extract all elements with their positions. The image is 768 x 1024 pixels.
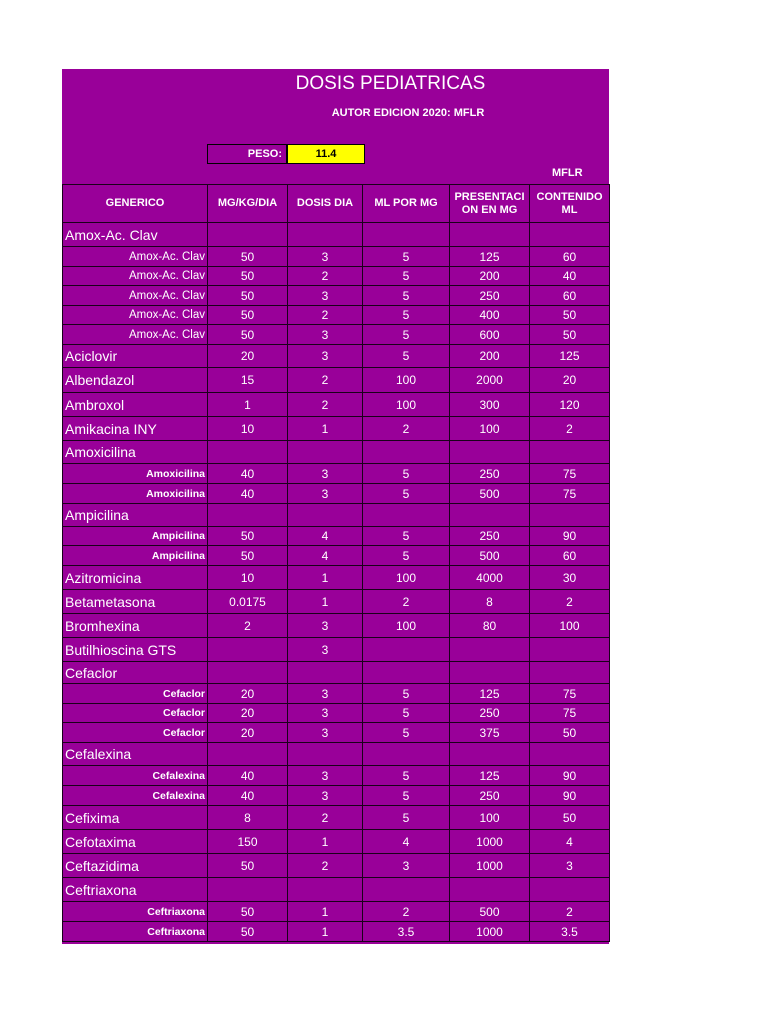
table-row (63, 345, 610, 368)
generic-name-cell[interactable]: Ambroxol (63, 393, 208, 417)
table-row (63, 393, 610, 417)
table-row (63, 267, 610, 286)
generic-name-cell[interactable]: Ceftazidima (63, 854, 208, 878)
generic-name-cell[interactable]: Cefaclor (63, 662, 208, 684)
ml-cell[interactable]: 2 (363, 902, 450, 922)
generic-name-cell[interactable]: Bromhexina (63, 614, 208, 638)
table-row (63, 766, 610, 786)
col-contenido: CONTENIDO ML (530, 185, 610, 223)
presentacion-cell[interactable]: 100 (450, 417, 530, 441)
table-body (63, 223, 610, 942)
presentacion-cell[interactable]: 8 (450, 590, 530, 614)
mgkg-cell[interactable]: 10 (208, 566, 288, 590)
ml-cell[interactable] (363, 441, 450, 464)
generic-name-cell[interactable]: Ceftriaxona (63, 922, 208, 942)
mgkg-cell[interactable]: 15 (208, 368, 288, 393)
generic-name-cell[interactable]: Amox-Ac. Clav (63, 267, 208, 286)
table-row (63, 878, 610, 902)
presentacion-cell[interactable]: 100 (450, 806, 530, 830)
table-row (63, 306, 610, 325)
contenido-cell[interactable]: 125 (530, 345, 610, 368)
dosis-cell[interactable]: 3 (288, 614, 363, 638)
dosis-cell[interactable]: 1 (288, 590, 363, 614)
table-row (63, 684, 610, 704)
dosis-cell[interactable]: 3 (288, 464, 363, 484)
dosis-cell[interactable]: 2 (288, 393, 363, 417)
presentacion-cell[interactable]: 250 (450, 527, 530, 546)
ml-cell[interactable]: 100 (363, 566, 450, 590)
mgkg-cell[interactable] (208, 743, 288, 766)
dosis-cell[interactable]: 3 (288, 786, 363, 806)
dosis-cell[interactable] (288, 878, 363, 902)
generic-name-cell[interactable]: Ceftriaxona (63, 878, 208, 902)
contenido-cell[interactable] (530, 743, 610, 766)
presentacion-cell[interactable]: 250 (450, 286, 530, 306)
ml-cell[interactable]: 4 (363, 830, 450, 854)
mgkg-cell[interactable]: 50 (208, 854, 288, 878)
ml-cell[interactable]: 3 (363, 854, 450, 878)
mgkg-cell[interactable]: 20 (208, 704, 288, 723)
table-row (63, 325, 610, 345)
presentacion-cell[interactable]: 300 (450, 393, 530, 417)
ml-cell[interactable] (363, 223, 450, 247)
presentacion-cell[interactable]: 500 (450, 484, 530, 504)
mgkg-cell[interactable]: 20 (208, 684, 288, 704)
dosis-cell[interactable] (288, 441, 363, 464)
generic-name-cell[interactable]: Cefalexina (63, 766, 208, 786)
presentacion-cell[interactable]: 80 (450, 614, 530, 638)
table-row (63, 830, 610, 854)
ml-cell[interactable]: 5 (363, 766, 450, 786)
ml-cell[interactable] (363, 638, 450, 662)
ml-cell[interactable] (363, 878, 450, 902)
mgkg-cell[interactable]: 10 (208, 417, 288, 441)
dosis-cell[interactable]: 4 (288, 527, 363, 546)
col-ml-por-mg: ML POR MG (363, 185, 450, 223)
mgkg-cell[interactable]: 50 (208, 267, 288, 286)
table-row (63, 723, 610, 743)
generic-name-cell[interactable]: Cefixima (63, 806, 208, 830)
dosage-table (62, 184, 610, 942)
ml-cell[interactable]: 100 (363, 368, 450, 393)
presentacion-cell[interactable]: 500 (450, 902, 530, 922)
dosis-cell[interactable]: 3 (288, 723, 363, 743)
ml-cell[interactable] (363, 743, 450, 766)
table-row (63, 786, 610, 806)
generic-name-cell[interactable]: Amikacina INY (63, 417, 208, 441)
contenido-cell[interactable]: 4 (530, 830, 610, 854)
dosis-cell[interactable]: 3 (288, 638, 363, 662)
table-row (63, 902, 610, 922)
table-row (63, 223, 610, 247)
sheet-title: DOSIS PEDIATRICAS (295, 73, 486, 94)
generic-name-cell[interactable]: Ampicilina (63, 527, 208, 546)
table-row (63, 464, 610, 484)
contenido-cell[interactable]: 60 (530, 546, 610, 566)
peso-label: PESO: (207, 144, 287, 164)
contenido-cell[interactable]: 75 (530, 464, 610, 484)
mgkg-cell[interactable]: 50 (208, 527, 288, 546)
presentacion-cell[interactable]: 375 (450, 723, 530, 743)
ml-cell[interactable]: 5 (363, 546, 450, 566)
contenido-cell[interactable]: 20 (530, 368, 610, 393)
dosage-sheet (62, 69, 609, 944)
ml-cell[interactable]: 5 (363, 484, 450, 504)
presentacion-cell[interactable]: 250 (450, 464, 530, 484)
dosis-cell[interactable] (288, 743, 363, 766)
presentacion-cell[interactable] (450, 441, 530, 464)
dosis-cell[interactable]: 3 (288, 345, 363, 368)
presentacion-cell[interactable]: 200 (450, 345, 530, 368)
mgkg-cell[interactable]: 50 (208, 546, 288, 566)
ml-cell[interactable]: 5 (363, 723, 450, 743)
dosis-cell[interactable]: 3 (288, 684, 363, 704)
presentacion-cell[interactable] (450, 504, 530, 527)
author-line-wrap (62, 107, 609, 119)
header-row (63, 185, 610, 223)
contenido-cell[interactable]: 90 (530, 766, 610, 786)
mgkg-cell[interactable] (208, 878, 288, 902)
table-row (63, 922, 610, 942)
contenido-cell[interactable] (530, 504, 610, 527)
table-row (63, 704, 610, 723)
contenido-cell[interactable] (530, 223, 610, 247)
generic-name-cell[interactable]: Aciclovir (63, 345, 208, 368)
presentacion-cell[interactable]: 125 (450, 766, 530, 786)
mgkg-cell[interactable]: 40 (208, 464, 288, 484)
generic-name-cell[interactable]: Amox-Ac. Clav (63, 223, 208, 247)
table-row (63, 590, 610, 614)
ml-cell[interactable]: 5 (363, 267, 450, 286)
contenido-cell[interactable] (530, 878, 610, 902)
table-row (63, 504, 610, 527)
dosis-cell[interactable] (288, 223, 363, 247)
mgkg-cell[interactable]: 50 (208, 922, 288, 942)
mflr-label: MFLR (552, 167, 583, 179)
generic-name-cell[interactable]: Cefaclor (63, 723, 208, 743)
dosis-cell[interactable]: 3 (288, 766, 363, 786)
presentacion-cell[interactable]: 400 (450, 306, 530, 325)
generic-name-cell[interactable]: Amox-Ac. Clav (63, 247, 208, 267)
mgkg-cell[interactable]: 0.0175 (208, 590, 288, 614)
dosis-cell[interactable]: 1 (288, 830, 363, 854)
dosis-cell[interactable]: 3 (288, 704, 363, 723)
presentacion-cell[interactable]: 4000 (450, 566, 530, 590)
col-generico: GENERICO (63, 185, 208, 223)
dosis-cell[interactable]: 3 (288, 484, 363, 504)
dosis-cell[interactable]: 1 (288, 417, 363, 441)
mgkg-cell[interactable] (208, 638, 288, 662)
dosis-cell[interactable]: 2 (288, 368, 363, 393)
contenido-cell[interactable] (530, 662, 610, 684)
contenido-cell[interactable] (530, 638, 610, 662)
contenido-cell[interactable]: 40 (530, 267, 610, 286)
dosis-cell[interactable]: 4 (288, 546, 363, 566)
contenido-cell[interactable]: 75 (530, 484, 610, 504)
mgkg-cell[interactable]: 20 (208, 723, 288, 743)
presentacion-cell[interactable]: 1000 (450, 830, 530, 854)
peso-input[interactable]: 11.4 (287, 144, 365, 164)
presentacion-cell[interactable] (450, 743, 530, 766)
table-row (63, 286, 610, 306)
dosis-cell[interactable]: 2 (288, 854, 363, 878)
contenido-cell[interactable]: 3 (530, 854, 610, 878)
presentacion-cell[interactable] (450, 223, 530, 247)
generic-name-cell[interactable]: Amox-Ac. Clav (63, 286, 208, 306)
dosis-cell[interactable]: 2 (288, 306, 363, 325)
generic-name-cell[interactable]: Betametasona (63, 590, 208, 614)
contenido-cell[interactable]: 50 (530, 723, 610, 743)
generic-name-cell[interactable]: Amoxicilina (63, 464, 208, 484)
contenido-cell[interactable]: 60 (530, 247, 610, 267)
dosis-cell[interactable]: 2 (288, 267, 363, 286)
generic-name-cell[interactable]: Azitromicina (63, 566, 208, 590)
dosis-cell[interactable]: 1 (288, 922, 363, 942)
table-row (63, 484, 610, 504)
generic-name-cell[interactable]: Butilhioscina GTS (63, 638, 208, 662)
table-row (63, 566, 610, 590)
generic-name-cell[interactable]: Cefaclor (63, 684, 208, 704)
mgkg-cell[interactable] (208, 223, 288, 247)
contenido-cell[interactable]: 2 (530, 590, 610, 614)
dosis-cell[interactable]: 3 (288, 286, 363, 306)
contenido-cell[interactable]: 50 (530, 325, 610, 345)
col-presentacion: PRESENTACI ON EN MG (450, 185, 530, 223)
generic-name-cell[interactable]: Cefotaxima (63, 830, 208, 854)
generic-name-cell[interactable]: Albendazol (63, 368, 208, 393)
contenido-cell[interactable]: 30 (530, 566, 610, 590)
mgkg-cell[interactable]: 2 (208, 614, 288, 638)
mgkg-cell[interactable]: 40 (208, 766, 288, 786)
mgkg-cell[interactable] (208, 441, 288, 464)
ml-cell[interactable]: 100 (363, 393, 450, 417)
contenido-cell[interactable]: 50 (530, 806, 610, 830)
mgkg-cell[interactable]: 50 (208, 286, 288, 306)
col-mgkgdia: MG/KG/DIA (208, 185, 288, 223)
generic-name-cell[interactable]: Ampicilina (63, 504, 208, 527)
contenido-cell[interactable]: 60 (530, 286, 610, 306)
contenido-cell[interactable]: 3.5 (530, 922, 610, 942)
generic-name-cell[interactable]: Cefaclor (63, 704, 208, 723)
table-row (63, 854, 610, 878)
dosis-cell[interactable] (288, 662, 363, 684)
ml-cell[interactable]: 2 (363, 590, 450, 614)
mgkg-cell[interactable]: 40 (208, 484, 288, 504)
ml-cell[interactable]: 5 (363, 247, 450, 267)
col-dosis-dia: DOSIS DIA (288, 185, 363, 223)
ml-cell[interactable] (363, 504, 450, 527)
ml-cell[interactable]: 5 (363, 704, 450, 723)
generic-name-cell[interactable]: Ceftriaxona (63, 902, 208, 922)
presentacion-cell[interactable]: 125 (450, 247, 530, 267)
contenido-cell[interactable]: 2 (530, 902, 610, 922)
contenido-cell[interactable]: 75 (530, 704, 610, 723)
ml-cell[interactable]: 5 (363, 684, 450, 704)
author-line: AUTOR EDICION 2020: MFLR (331, 107, 485, 119)
contenido-cell[interactable]: 2 (530, 417, 610, 441)
presentacion-cell[interactable] (450, 638, 530, 662)
mgkg-cell[interactable]: 50 (208, 902, 288, 922)
presentacion-cell[interactable]: 1000 (450, 854, 530, 878)
mgkg-cell[interactable]: 50 (208, 306, 288, 325)
presentacion-cell[interactable]: 250 (450, 704, 530, 723)
mgkg-cell[interactable]: 50 (208, 325, 288, 345)
mgkg-cell[interactable]: 1 (208, 393, 288, 417)
table-row (63, 368, 610, 393)
mgkg-cell[interactable]: 8 (208, 806, 288, 830)
contenido-cell[interactable]: 100 (530, 614, 610, 638)
ml-cell[interactable]: 5 (363, 527, 450, 546)
ml-cell[interactable]: 5 (363, 325, 450, 345)
table-row (63, 662, 610, 684)
contenido-cell[interactable]: 50 (530, 306, 610, 325)
generic-name-cell[interactable]: Amox-Ac. Clav (63, 306, 208, 325)
presentacion-cell[interactable] (450, 878, 530, 902)
mgkg-cell[interactable]: 20 (208, 345, 288, 368)
table-row (63, 441, 610, 464)
table-row (63, 806, 610, 830)
presentacion-cell[interactable]: 500 (450, 546, 530, 566)
presentacion-cell[interactable]: 1000 (450, 922, 530, 942)
mgkg-cell[interactable]: 50 (208, 247, 288, 267)
dosis-cell[interactable]: 1 (288, 902, 363, 922)
generic-name-cell[interactable]: Amoxicilina (63, 441, 208, 464)
dosis-cell[interactable]: 3 (288, 247, 363, 267)
presentacion-cell[interactable]: 125 (450, 684, 530, 704)
table-row (63, 247, 610, 267)
presentacion-cell[interactable]: 2000 (450, 368, 530, 393)
generic-name-cell[interactable]: Amox-Ac. Clav (63, 325, 208, 345)
ml-cell[interactable]: 5 (363, 345, 450, 368)
dosis-cell[interactable]: 1 (288, 566, 363, 590)
contenido-cell[interactable]: 120 (530, 393, 610, 417)
generic-name-cell[interactable]: Cefalexina (63, 786, 208, 806)
ml-cell[interactable]: 5 (363, 464, 450, 484)
presentacion-cell[interactable]: 250 (450, 786, 530, 806)
contenido-cell[interactable]: 75 (530, 684, 610, 704)
mgkg-cell[interactable] (208, 504, 288, 527)
table-row (63, 614, 610, 638)
dosis-cell[interactable]: 2 (288, 806, 363, 830)
contenido-cell[interactable] (530, 441, 610, 464)
ml-cell[interactable]: 5 (363, 786, 450, 806)
table-row (63, 638, 610, 662)
mgkg-cell[interactable]: 150 (208, 830, 288, 854)
contenido-cell[interactable]: 90 (530, 527, 610, 546)
ml-cell[interactable]: 2 (363, 417, 450, 441)
table-row (63, 417, 610, 441)
ml-cell[interactable]: 100 (363, 614, 450, 638)
presentacion-cell[interactable]: 600 (450, 325, 530, 345)
table-row (63, 527, 610, 546)
dosis-cell[interactable]: 3 (288, 325, 363, 345)
ml-cell[interactable]: 3.5 (363, 922, 450, 942)
generic-name-cell[interactable]: Amoxicilina (63, 484, 208, 504)
mgkg-cell[interactable]: 40 (208, 786, 288, 806)
ml-cell[interactable]: 5 (363, 286, 450, 306)
presentacion-cell[interactable]: 200 (450, 267, 530, 286)
contenido-cell[interactable]: 90 (530, 786, 610, 806)
dosis-cell[interactable] (288, 504, 363, 527)
ml-cell[interactable]: 5 (363, 306, 450, 325)
table-row (63, 743, 610, 766)
generic-name-cell[interactable]: Ampicilina (63, 546, 208, 566)
sheet-title-wrap (62, 73, 609, 95)
mgkg-cell[interactable] (208, 662, 288, 684)
table-row (63, 546, 610, 566)
ml-cell[interactable] (363, 662, 450, 684)
ml-cell[interactable]: 5 (363, 806, 450, 830)
generic-name-cell[interactable]: Cefalexina (63, 743, 208, 766)
presentacion-cell[interactable] (450, 662, 530, 684)
